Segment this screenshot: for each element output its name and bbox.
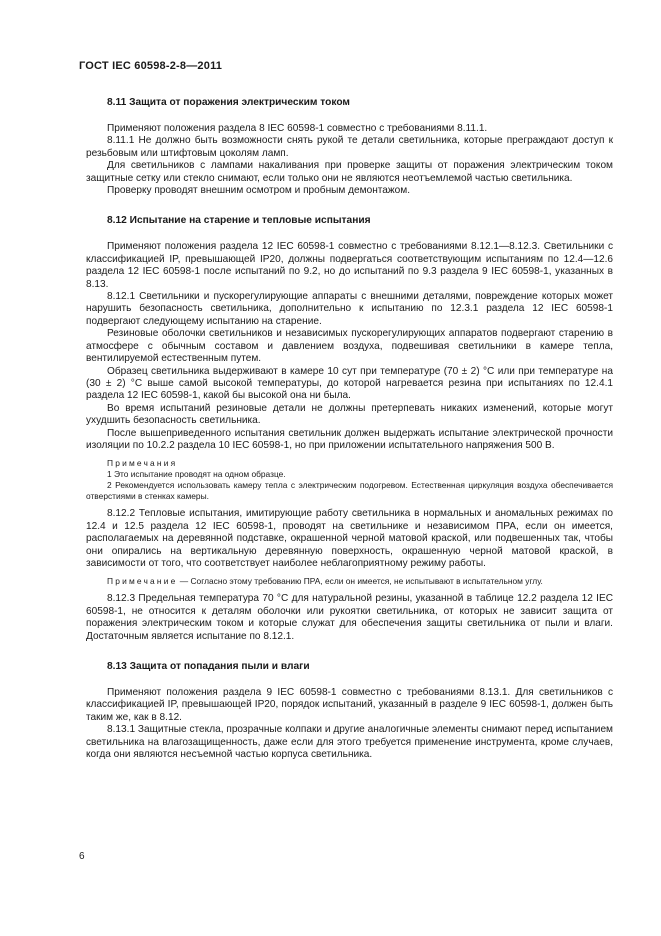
section-heading-8-13: 8.13 Защита от попадания пыли и влаги — [107, 661, 310, 672]
paragraph: Применяют положения раздела 9 IEC 60598-1 совместно с требованиями 8.13.1. Для светильников с классификацией IP, превышающей IP20, порядок испытаний, указанный в разделе 9 IEC 60598-1, должен быть таким же, как в 8.12. — [86, 687, 613, 723]
section-heading-8-12: 8.12 Испытание на старение и тепловые испытания — [107, 215, 371, 227]
note-text: — Согласно этому требованию ПРА, если он имеется, не испытывают в испытательном углу. — [177, 576, 543, 587]
paragraph: После вышеприведенного испытания светильник должен выдержать испытание электрической прочности изоляции по 10.2.2 раздела 10 IEC 60598-1, но при приложении испытательного напряжения 500 В. — [86, 427, 613, 451]
paragraph: Резиновые оболочки светильников и независимых пускорегулирующих аппаратов подвергают старению в атмосфере с обычным составом и давлением воздуха, подвешивая светильники в камере тепла, вентилируемой естественным путем. — [86, 328, 613, 365]
note-single — [86, 576, 613, 587]
page-content — [86, 96, 613, 761]
section-heading-8-11: 8.11 Защита от поражения электрическим током — [107, 97, 350, 108]
paragraph: 8.11.1 Не должно быть возможности снять рукой те детали светильника, которые преграждают доступ к резьбовым или штифтовым цоколям ламп. — [86, 135, 613, 159]
paragraph: 8.12.3 Предельная температура 70 °С для натуральной резины, указанной в таблице 12.2 раздела 12 IEC 60598-1, не относится к деталям оболочки или рукоятки светильника, от которых не зависит защита от поражения электрическим током и которые служат для обеспечения защиты светильника от пыли и влаги. Достаточным является испытание по 8.12.1. — [86, 593, 613, 642]
paragraph: 8.13.1 Защитные стекла, прозрачные колпаки и другие аналогичные элементы снимают перед испытанием светильника на влагозащищенность, даже если для этого требуется применение инструмента, кроме случаев, когда они являются несъемной частью корпуса светильника. — [86, 724, 613, 761]
page-number: 6 — [79, 851, 85, 862]
paragraph: Применяют положения раздела 12 IEC 60598-1 совместно с требованиями 8.12.1—8.12.3. Светильники с классификацией IP, превышающей IP20, должны подвергаться соответствующим испытаниям по 12.4—12.6 раздела 12 IEC 60598-1 после испытаний по 9.2, но до испытаний по 9.3 раздела 9 IEC 60598-1, указанных в 8.13. — [86, 241, 613, 290]
note-label: Примечание — [107, 576, 178, 587]
notes-title: Примечания — [107, 458, 178, 469]
paragraph: 8.12.2 Тепловые испытания, имитирующие работу светильника в нормальных и аномальных режимах по 12.4 и 12.5 раздела 12 IEC 60598-1, проводят на светильнике и независимом ПРА, если он имеется, располагаемых на деревянной подставке, окрашенной черной матовой краской, или подвешенных так, чтобы они опирались на вертикальную деревянную поверхность, окрашенную черной матовой краской, в зависимости от того, что соответствует наиболее неблагоприятному режиму работы. — [86, 508, 613, 569]
paragraph: Применяют положения раздела 8 IEC 60598-1 совместно с требованиями 8.11.1. — [107, 123, 488, 134]
paragraph: Для светильников с лампами накаливания при проверке защиты от поражения электрическим током защитные сетку или стекло снимают, если только они не являются неотъемлемой частью светильника. — [86, 160, 613, 184]
paragraph: Во время испытаний резиновые детали не должны претерпевать никаких изменений, которые могут ухудшить безопасность светильника. — [86, 402, 613, 427]
paragraph: Образец светильника выдерживают в камере 10 сут при температуре (70 ± 2) °С или при температуре на (30 ± 2) °С выше самой высокой температуры, до которой нагревается резина при испытаниях по 12.4.1 раздела 12 IEC 60598-1, какой бы высокой она ни была. — [86, 365, 613, 402]
paragraph: Проверку проводят внешним осмотром и пробным демонтажом. — [107, 185, 410, 197]
page-header: ГОСТ IEC 60598-2-8—2011 — [79, 60, 223, 72]
note-item: 2 Рекомендуется использовать камеру тепла с электрическим подогревом. Естественная циркуляция воздуха обеспечивается отверстиями в стенках камеры. — [86, 480, 613, 502]
note-item: 1 Это испытание проводят на одном образце. — [107, 469, 286, 480]
paragraph: 8.12.1 Светильники и пускорегулирующие аппараты с внешними деталями, повреждение которых может нарушить безопасность светильника, дополнительно к испытанию по 12.3.1 раздела 12 IEC 60598-1 подвергают следующему испытанию на старение. — [86, 291, 613, 327]
